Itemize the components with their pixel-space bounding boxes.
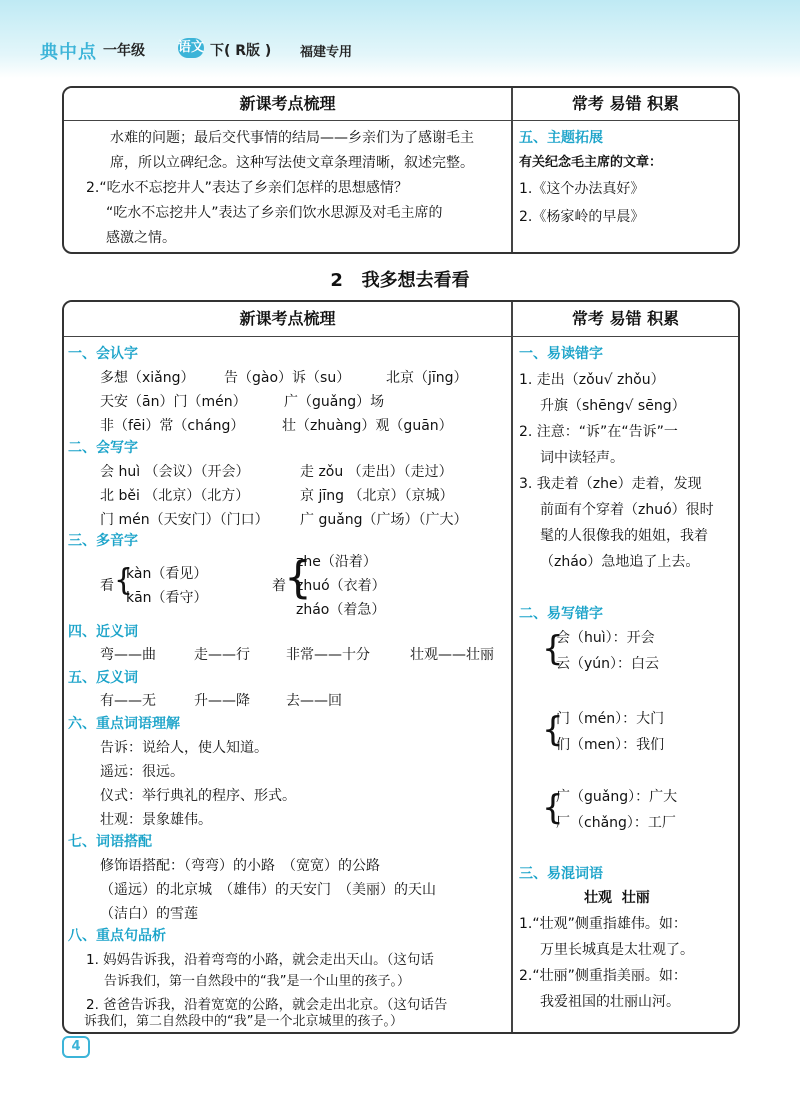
word-pair: 壮观——壮丽 [410,647,494,663]
text-line: 3. 我走着（zhe）走着，发现 [519,476,702,492]
chapter-title [0,266,800,292]
text-line: 2. 爸爸告诉我，沿着宽宽的公路，就会走出北京。（这句话告 [86,997,448,1013]
section-title: 一、易读错字 [519,346,603,362]
brace-icon: { [542,710,564,750]
polyphone-char: 看 [100,578,114,594]
section-title: 五、反义词 [68,670,138,686]
column-divider [511,302,513,1032]
text-line: 会（huì）：开会 [556,630,655,646]
text-line: 告诉我们，第一自然段中的“我”是一个山里的孩子。） [104,974,410,989]
chapter-name: 我多想去看看 [361,270,470,291]
text-line: 有关纪念毛主席的文章： [519,155,663,170]
column-divider [511,88,513,252]
word-pair: 非常——十分 [286,647,370,663]
text-line: 门（mén）：大门 [556,711,665,727]
text-cell: 多想（xiǎng） [100,370,195,386]
section-title: 二、易写错字 [519,606,603,622]
main-panel [62,300,740,1034]
section-title: 八、重点句品析 [68,928,166,944]
list-item: 2.《杨家岭的早晨》 [519,209,645,225]
word-pair: 走——行 [194,647,250,663]
section-title: 六、重点词语理解 [68,716,180,732]
top-left-title: 新课考点梳理 [64,88,511,121]
text-line: 水难的问题；最后交代事情的结局——乡亲们为了感谢毛主 [110,130,474,146]
page-header [0,0,800,78]
section-title: 三、易混词语 [519,866,603,882]
word-pair: 去——回 [286,693,342,709]
definition-line: 告诉：说给人，使人知道。 [100,740,268,756]
definition-line: 仪式：举行典礼的程序、形式。 [100,788,296,804]
word-heading: 壮观 壮丽 [584,890,650,906]
word-pair: 有——无 [100,693,156,709]
text-line: 我爱祖国的壮丽山河。 [540,994,680,1010]
word-pair: 升——降 [194,693,250,709]
text-line: （洁白）的雪莲 [100,906,198,922]
region-label: 福建专用 [300,45,353,60]
text-cell: 非（fēi）常（cháng） [100,418,245,434]
definition-line: 遥远：很远。 [100,764,184,780]
text-line: 升旗（shēng√ sēng） [540,398,686,414]
reading-item: zhuó（衣着） [296,578,386,594]
text-cell: 走 zǒu （走出）（走过） [300,464,453,480]
text-line: （遥远）的北京城 （雄伟）的天安门 （美丽）的天山 [100,882,436,898]
text-cell: 壮（zhuàng）观（guān） [282,418,453,434]
section-title: 三、多音字 [68,533,138,549]
text-line: 前面有个穿着（zhuó）很时 [540,502,714,518]
text-cell: 门 mén（天安门）（门口） [100,512,269,528]
text-line: “吃水不忘挖井人”表达了乡亲们饮水思源及对毛主席的 [106,205,443,221]
text-line: 词中读轻声。 [540,450,624,466]
reading-item: kān（看守） [126,590,208,606]
word-pair: 弯——曲 [100,647,156,663]
brace-icon: { [114,563,134,598]
text-line: 2. 注意：“诉”在“告诉”一 [519,424,678,440]
polyphone-char: 着 [272,578,286,594]
chapter-number: 2 [330,270,343,291]
brace-icon: { [542,629,564,669]
text-cell: 京 jīng （北京）（京城） [300,488,454,504]
section-title: 二、会写字 [68,440,138,456]
text-line: 云（yún）：白云 [556,656,660,672]
top-panel [62,86,740,254]
text-line: （zháo）急地追了上去。 [540,554,700,570]
text-line: 2.“壮丽”侧重指美丽。如： [519,968,687,984]
section-title: 一、会认字 [68,346,138,362]
text-line: 席，所以立碑纪念。这种写法使文章条理清晰，叙述完整。 [110,155,474,171]
text-cell: 天安（ān）门（mén） [100,394,247,410]
definition-line: 壮观：景象雄伟。 [100,812,212,828]
text-line: 修饰语搭配：（弯弯）的小路 （宽宽）的公路 [100,858,380,874]
text-cell: 广（guǎng）场 [284,394,385,410]
text-line: 们（men）：我们 [556,737,665,753]
text-line: 髦的人很像我的姐姐，我着 [540,528,708,544]
text-line: 诉我们，第二自然段中的“我”是一个北京城里的孩子。） [84,1014,403,1029]
reading-item: zhe（沿着） [296,554,377,570]
section-title: 四、近义词 [68,624,138,640]
section-title: 五、主题拓展 [519,130,603,146]
text-line: 1.“壮观”侧重指雄伟。如： [519,916,687,932]
main-left-title: 新课考点梳理 [64,302,511,337]
text-line: 1. 妈妈告诉我，沿着弯弯的小路，就会走出天山。（这句话 [86,952,434,968]
text-cell: 会 huì （会议）（开会） [100,464,250,480]
list-item: 1.《这个办法真好》 [519,181,645,197]
subject-badge: 语文 [178,38,204,58]
text-line: 感激之情。 [106,230,176,246]
brand-logo: 典中点 [40,42,97,63]
brace-icon: { [542,788,564,828]
text-cell: 北京（jīng） [386,370,468,386]
text-line: 万里长城真是太壮观了。 [540,942,694,958]
text-cell: 广 guǎng（广场）（广大） [300,512,468,528]
text-line: 1. 走出（zǒu√ zhǒu） [519,372,665,388]
reading-item: kàn（看见） [126,566,208,582]
section-title: 七、词语搭配 [68,834,152,850]
text-cell: 北 běi （北京）（北方） [100,488,250,504]
edition-label: 下( R版 ) [210,43,272,59]
text-cell: 告（gào）诉（su） [224,370,351,386]
text-line: 厂（chǎng）：工厂 [556,815,676,831]
reading-item: zháo（着急） [296,602,386,618]
top-right-title: 常考 易错 积累 [513,88,738,121]
grade-label: 一年级 [103,43,145,59]
text-line: 广（guǎng）：广大 [556,789,678,805]
brace-icon: { [284,552,312,603]
main-right-title: 常考 易错 积累 [513,302,738,337]
text-line: 2.“吃水不忘挖井人”表达了乡亲们怎样的思想感情？ [86,180,408,196]
page-number: 4 [62,1036,90,1058]
